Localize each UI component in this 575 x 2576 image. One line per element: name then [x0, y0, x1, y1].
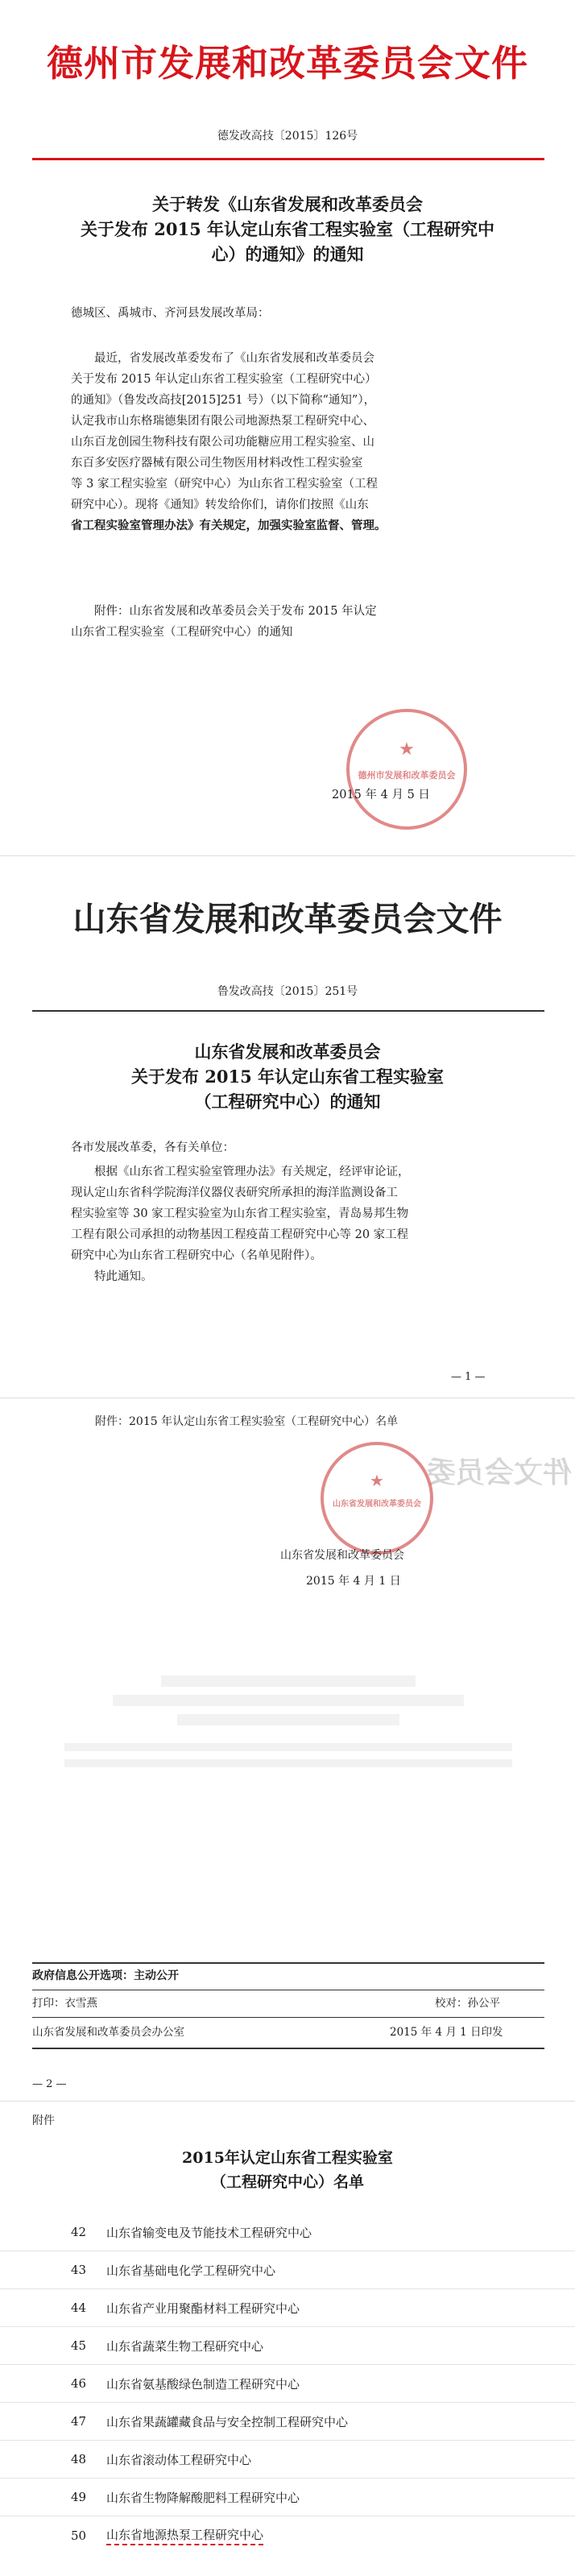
doc1-body-line: 的通知》（鲁发改高技[2015]251 号）（以下简称“通知”）， — [71, 394, 376, 407]
list-item-name: 山东省产业用聚酯材料工程研究中心 — [106, 2301, 300, 2316]
bleed-through-shadow — [32, 1667, 544, 1796]
list-item — [0, 2479, 575, 2516]
list-item-name: 山东省氨基酸绿色制造工程研究中心 — [106, 2376, 300, 2392]
list-item — [0, 2403, 575, 2441]
list-item-name: 山东省生物降解酸肥料工程研究中心 — [106, 2490, 300, 2505]
list-item-name: 山东省果蔬罐藏食品与安全控制工程研究中心 — [106, 2414, 349, 2429]
annex-label: 附件 — [32, 2114, 55, 2127]
doc2-office: 山东省发展和改革委员会办公室 — [32, 2026, 184, 2039]
doc1-body-line: 研究中心）。现将《通知》转发给你们，请你们按照《山东 — [71, 499, 369, 511]
doc2-body-line: 工程有限公司承担的动物基因工程疫苗工程研究中心等 20 家工程 — [71, 1228, 409, 1241]
doc1-header: 德州市发展和改革委员会文件 — [46, 42, 528, 85]
doc1-attachment-line: 山东省工程实验室（工程研究中心）的通知 — [71, 626, 293, 639]
annex-title-line-1: 2015年认定山东省工程实验室 — [182, 2149, 393, 2167]
doc2-body-line: 研究中心为山东省工程研究中心（名单见附件）。 — [71, 1249, 322, 1262]
doc1-body-line: 关于发布 2015 年认定山东省工程实验室（工程研究中心） — [71, 373, 377, 386]
page-divider — [0, 2101, 575, 2102]
list-item-name: 山东省输变电及节能技术工程研究中心 — [106, 2225, 312, 2240]
footer-rule-top — [32, 1962, 544, 1964]
list-item-number: 43 — [71, 2263, 87, 2277]
doc2-proofreader: 校对：孙公平 — [435, 1997, 500, 2010]
list-item-name: 山东省地源热泵工程研究中心 — [106, 2526, 263, 2545]
doc1-official-seal — [346, 709, 467, 830]
doc1-body-line: 省工程实验室管理办法》有关规定，加强实验室监督、管理。 — [71, 519, 387, 532]
list-item-number: 46 — [71, 2376, 87, 2391]
doc2-doc-number: 鲁发改高技〔2015〕251号 — [217, 985, 358, 998]
doc1-body-line: 最近，省发展改革委发布了《山东省发展和改革委员会 — [94, 352, 374, 365]
doc1-body-line: 等 3 家工程实验室（研究中心）为山东省工程实验室（工程 — [71, 478, 378, 491]
doc2-page-number: — 1 — — [451, 1371, 486, 1383]
doc2-official-seal — [321, 1442, 433, 1555]
doc2-header: 山东省发展和改革委员会文件 — [72, 900, 503, 938]
doc1-recipients: 德城区、禹城市、齐河县发展改革局： — [71, 307, 270, 320]
doc2-date: 2015 年 4 月 1 日 — [306, 1575, 401, 1588]
annex-title-line-2: （工程研究中心）名单 — [210, 2173, 364, 2191]
list-item-name: 山东省基础电化学工程研究中心 — [106, 2263, 276, 2278]
doc1-red-rule — [32, 158, 544, 160]
footer-rule-bottom — [32, 2048, 544, 2049]
doc2-recipients: 各市发展改革委，各有关单位： — [71, 1141, 234, 1154]
doc2-disclosure: 政府信息公开选项：主动公开 — [32, 1969, 179, 1982]
doc2-title-line-1: 山东省发展和改革委员会 — [194, 1042, 381, 1062]
page-divider — [0, 855, 575, 856]
list-item — [0, 2365, 575, 2403]
doc1-attachment — [71, 601, 530, 643]
doc1-body — [71, 348, 530, 536]
list-item-number: 42 — [71, 2225, 87, 2239]
doc2-closing: 特此通知。 — [94, 1270, 153, 1283]
doc2-title-line-3: （工程研究中心）的通知 — [194, 1091, 381, 1112]
doc1-attachment-line: 附件：山东省发展和改革委员会关于发布 2015 年认定 — [94, 605, 377, 618]
doc2-body-line: 现认定山东省科学院海洋仪器仪表研究所承担的海洋监测设备工 — [71, 1187, 398, 1199]
annex-list — [0, 2214, 575, 2554]
star-icon: ★ — [399, 739, 415, 760]
doc2-body-line: 程实验室等 30 家工程实验室为山东省工程实验室，青岛易邦生物 — [71, 1207, 409, 1220]
list-item — [0, 2289, 575, 2327]
list-item-number: 47 — [71, 2414, 87, 2429]
doc2-page-number-2: — 2 — — [32, 2078, 67, 2090]
doc1-body-line: 认定我市山东格瑞德集团有限公司地源热泵工程研究中心、 — [71, 415, 374, 428]
doc1-body-line: 东百多安医疗器械有限公司生物医用材料改性工程实验室 — [71, 457, 363, 470]
list-item — [0, 2441, 575, 2479]
doc1-title-line-3: 心）的通知》的通知 — [211, 244, 364, 264]
doc1-body-line: 山东百龙创园生物科技有限公司功能糖应用工程实验室、山 — [71, 436, 374, 449]
doc1-seal-text: 德州市发展和改革委员会 — [358, 770, 456, 781]
doc1-title-line-1: 关于转发《山东省发展和改革委员会 — [152, 194, 423, 214]
doc1-doc-number: 德发改高技〔2015〕126号 — [217, 130, 358, 143]
doc2-body-line: 根据《山东省工程实验室管理办法》有关规定，经评审论证， — [94, 1166, 410, 1178]
bleed-through-shadow: 件文会员委 — [426, 1456, 572, 1489]
doc1-title-line-2: 关于发布 2015 年认定山东省工程实验室（工程研究中 — [80, 219, 495, 239]
doc2-seal-text: 山东省发展和改革委员会 — [333, 1500, 421, 1509]
doc2-title-line-2: 关于发布 2015 年认定山东省工程实验室 — [130, 1066, 445, 1087]
list-item-number: 50 — [71, 2528, 87, 2543]
star-icon: ★ — [370, 1471, 384, 1490]
list-item-highlighted — [0, 2516, 575, 2554]
doc2-rule — [32, 1010, 544, 1012]
doc2-print-date: 2015 年 4 月 1 日印发 — [390, 2026, 503, 2039]
list-item-number: 48 — [71, 2452, 87, 2466]
list-item — [0, 2251, 575, 2289]
list-item — [0, 2214, 575, 2251]
list-item-number: 44 — [71, 2301, 87, 2315]
doc2-attachment: 附件：2015 年认定山东省工程实验室（工程研究中心）名单 — [95, 1415, 399, 1428]
doc2-typist: 打印：衣雪燕 — [32, 1997, 97, 2010]
list-item — [0, 2327, 575, 2365]
doc2-signature: 山东省发展和改革委员会 — [280, 1549, 404, 1562]
list-item-name: 山东省滚动体工程研究中心 — [106, 2452, 252, 2467]
doc2-body — [71, 1162, 530, 1287]
doc1-date: 2015 年 4 月 5 日 — [332, 789, 430, 801]
footer-rule — [32, 2017, 544, 2018]
list-item-name: 山东省蔬菜生物工程研究中心 — [106, 2338, 264, 2354]
list-item-number: 45 — [71, 2338, 87, 2353]
list-item-number: 49 — [71, 2490, 87, 2504]
